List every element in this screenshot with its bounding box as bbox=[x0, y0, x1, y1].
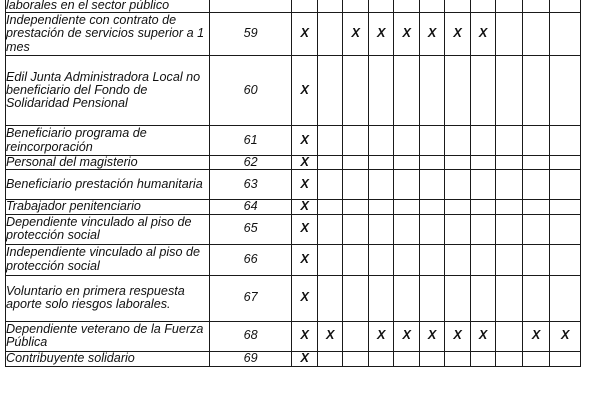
applicability-mark bbox=[496, 351, 523, 366]
applicability-mark bbox=[419, 214, 444, 244]
applicability-mark bbox=[496, 13, 523, 56]
applicability-mark bbox=[550, 214, 581, 244]
table-row bbox=[6, 56, 581, 126]
applicability-mark bbox=[496, 321, 523, 351]
contributor-type-code: 64 bbox=[209, 200, 292, 214]
applicability-mark bbox=[445, 214, 470, 244]
applicability-mark bbox=[394, 275, 419, 321]
applicability-mark bbox=[343, 275, 368, 321]
contributor-type-code: 62 bbox=[209, 156, 292, 170]
applicability-mark bbox=[496, 214, 523, 244]
applicability-mark bbox=[317, 244, 342, 275]
applicability-mark bbox=[317, 351, 342, 366]
applicability-mark bbox=[343, 156, 368, 170]
applicability-mark bbox=[419, 126, 444, 156]
table-row bbox=[6, 156, 581, 170]
applicability-mark bbox=[496, 156, 523, 170]
applicability-mark bbox=[550, 275, 581, 321]
applicability-mark: X bbox=[292, 351, 317, 366]
contributor-type-code: 69 bbox=[209, 351, 292, 366]
applicability-mark bbox=[496, 244, 523, 275]
applicability-mark bbox=[343, 56, 368, 126]
applicability-mark: X bbox=[470, 13, 495, 56]
applicability-mark bbox=[470, 170, 495, 200]
applicability-mark bbox=[496, 56, 523, 126]
applicability-mark bbox=[550, 244, 581, 275]
applicability-mark bbox=[343, 214, 368, 244]
applicability-mark bbox=[522, 200, 550, 214]
applicability-mark bbox=[368, 244, 393, 275]
applicability-mark bbox=[317, 0, 342, 13]
applicability-mark bbox=[343, 351, 368, 366]
contributor-type-description: Personal del magisterio bbox=[6, 156, 210, 170]
contributor-type-description: Dependiente veterano de la Fuerza Pública bbox=[6, 321, 210, 351]
table-row bbox=[6, 321, 581, 351]
applicability-mark bbox=[419, 0, 444, 13]
table-row bbox=[6, 0, 581, 13]
table-row bbox=[6, 170, 581, 200]
applicability-mark bbox=[445, 56, 470, 126]
applicability-mark: X bbox=[343, 13, 368, 56]
applicability-mark bbox=[317, 275, 342, 321]
applicability-mark bbox=[368, 170, 393, 200]
applicability-mark bbox=[343, 200, 368, 214]
applicability-mark bbox=[445, 170, 470, 200]
contributor-type-description: Edil Junta Administradora Local no beneficiario del Fondo de Solidaridad Pensional bbox=[6, 56, 210, 126]
applicability-mark bbox=[368, 56, 393, 126]
applicability-mark bbox=[394, 0, 419, 13]
applicability-mark: X bbox=[470, 321, 495, 351]
applicability-mark bbox=[496, 126, 523, 156]
applicability-mark bbox=[522, 244, 550, 275]
applicability-mark: X bbox=[419, 13, 444, 56]
contributor-type-description: Beneficiario prestación humanitaria bbox=[6, 170, 210, 200]
contributor-type-description: Independiente vinculado al piso de protección social bbox=[6, 244, 210, 275]
table-row bbox=[6, 200, 581, 214]
applicability-mark bbox=[550, 156, 581, 170]
applicability-mark: X bbox=[445, 321, 470, 351]
applicability-mark bbox=[368, 200, 393, 214]
applicability-mark bbox=[343, 126, 368, 156]
applicability-mark bbox=[368, 351, 393, 366]
applicability-mark: X bbox=[394, 321, 419, 351]
applicability-mark bbox=[394, 244, 419, 275]
applicability-mark bbox=[419, 244, 444, 275]
applicability-mark: X bbox=[394, 13, 419, 56]
applicability-mark: X bbox=[292, 56, 317, 126]
applicability-mark bbox=[550, 126, 581, 156]
table-body bbox=[6, 0, 581, 366]
applicability-mark bbox=[419, 200, 444, 214]
contributor-type-description: Independiente con contrato de prestación de servicios superior a 1 mes bbox=[6, 13, 210, 56]
contributor-type-code bbox=[209, 0, 292, 13]
applicability-mark: X bbox=[550, 321, 581, 351]
contributor-type-code: 61 bbox=[209, 126, 292, 156]
applicability-mark bbox=[419, 275, 444, 321]
applicability-mark bbox=[496, 200, 523, 214]
applicability-mark bbox=[445, 200, 470, 214]
applicability-mark bbox=[550, 351, 581, 366]
contributor-type-code: 68 bbox=[209, 321, 292, 351]
applicability-mark bbox=[522, 0, 550, 13]
contributor-type-description: Dependiente vinculado al piso de protección social bbox=[6, 214, 210, 244]
applicability-mark bbox=[470, 126, 495, 156]
contributor-type-code: 67 bbox=[209, 275, 292, 321]
applicability-mark: X bbox=[292, 244, 317, 275]
contributor-type-description: Voluntario en primera respuesta aporte solo riesgos laborales. bbox=[6, 275, 210, 321]
applicability-mark bbox=[317, 200, 342, 214]
contributor-type-code: 60 bbox=[209, 56, 292, 126]
applicability-mark bbox=[317, 156, 342, 170]
applicability-mark: X bbox=[292, 200, 317, 214]
applicability-mark bbox=[522, 13, 550, 56]
applicability-mark bbox=[496, 275, 523, 321]
applicability-mark bbox=[470, 214, 495, 244]
applicability-mark bbox=[394, 156, 419, 170]
contributor-type-description: Trabajador penitenciario bbox=[6, 200, 210, 214]
applicability-mark bbox=[419, 56, 444, 126]
applicability-mark: X bbox=[317, 321, 342, 351]
applicability-mark bbox=[522, 351, 550, 366]
applicability-mark bbox=[419, 351, 444, 366]
applicability-mark bbox=[317, 13, 342, 56]
applicability-mark bbox=[550, 0, 581, 13]
applicability-mark bbox=[368, 0, 393, 13]
applicability-mark: X bbox=[445, 13, 470, 56]
applicability-mark bbox=[522, 214, 550, 244]
applicability-mark bbox=[550, 56, 581, 126]
applicability-mark: X bbox=[292, 13, 317, 56]
applicability-mark bbox=[394, 351, 419, 366]
applicability-mark bbox=[368, 126, 393, 156]
applicability-mark bbox=[394, 214, 419, 244]
applicability-mark bbox=[522, 170, 550, 200]
contributor-type-description: laborales en el sector público bbox=[6, 0, 210, 13]
applicability-mark: X bbox=[292, 321, 317, 351]
applicability-mark: X bbox=[368, 321, 393, 351]
applicability-mark bbox=[550, 170, 581, 200]
applicability-mark: X bbox=[292, 275, 317, 321]
contributor-type-code: 65 bbox=[209, 214, 292, 244]
applicability-mark bbox=[522, 275, 550, 321]
applicability-mark bbox=[317, 126, 342, 156]
applicability-mark bbox=[445, 244, 470, 275]
contributor-type-code: 63 bbox=[209, 170, 292, 200]
applicability-mark bbox=[317, 214, 342, 244]
applicability-mark bbox=[317, 170, 342, 200]
applicability-mark bbox=[394, 170, 419, 200]
applicability-mark bbox=[445, 0, 470, 13]
applicability-mark bbox=[445, 156, 470, 170]
applicability-mark bbox=[470, 275, 495, 321]
applicability-mark bbox=[394, 56, 419, 126]
table-row bbox=[6, 244, 581, 275]
applicability-mark bbox=[522, 156, 550, 170]
applicability-mark bbox=[394, 126, 419, 156]
applicability-mark: X bbox=[292, 214, 317, 244]
applicability-mark bbox=[522, 56, 550, 126]
contributor-type-code: 66 bbox=[209, 244, 292, 275]
table-row bbox=[6, 275, 581, 321]
applicability-mark bbox=[522, 126, 550, 156]
applicability-mark bbox=[445, 351, 470, 366]
applicability-mark: X bbox=[368, 13, 393, 56]
applicability-mark bbox=[445, 126, 470, 156]
table-row bbox=[6, 351, 581, 366]
contributor-types-table bbox=[5, 0, 581, 367]
applicability-mark: X bbox=[522, 321, 550, 351]
applicability-mark bbox=[470, 200, 495, 214]
applicability-mark: X bbox=[292, 156, 317, 170]
applicability-mark bbox=[343, 321, 368, 351]
applicability-mark: X bbox=[292, 126, 317, 156]
applicability-mark bbox=[470, 351, 495, 366]
contributor-type-description: Beneficiario programa de reincorporación bbox=[6, 126, 210, 156]
applicability-mark: X bbox=[292, 170, 317, 200]
applicability-mark bbox=[496, 170, 523, 200]
applicability-mark bbox=[419, 170, 444, 200]
applicability-mark bbox=[470, 56, 495, 126]
applicability-mark bbox=[368, 156, 393, 170]
applicability-mark bbox=[496, 0, 523, 13]
applicability-mark bbox=[445, 275, 470, 321]
applicability-mark bbox=[343, 170, 368, 200]
contributor-type-code: 59 bbox=[209, 13, 292, 56]
applicability-mark bbox=[550, 13, 581, 56]
applicability-mark bbox=[292, 0, 317, 13]
applicability-mark bbox=[343, 0, 368, 13]
applicability-mark bbox=[368, 214, 393, 244]
table-row bbox=[6, 126, 581, 156]
applicability-mark bbox=[470, 156, 495, 170]
applicability-mark bbox=[317, 56, 342, 126]
applicability-mark bbox=[419, 156, 444, 170]
applicability-mark: X bbox=[419, 321, 444, 351]
applicability-mark bbox=[470, 244, 495, 275]
applicability-mark bbox=[368, 275, 393, 321]
table-row bbox=[6, 214, 581, 244]
applicability-mark bbox=[550, 200, 581, 214]
applicability-mark bbox=[394, 200, 419, 214]
contributor-type-description: Contribuyente solidario bbox=[6, 351, 210, 366]
table-row bbox=[6, 13, 581, 56]
applicability-mark bbox=[470, 0, 495, 13]
applicability-mark bbox=[343, 244, 368, 275]
